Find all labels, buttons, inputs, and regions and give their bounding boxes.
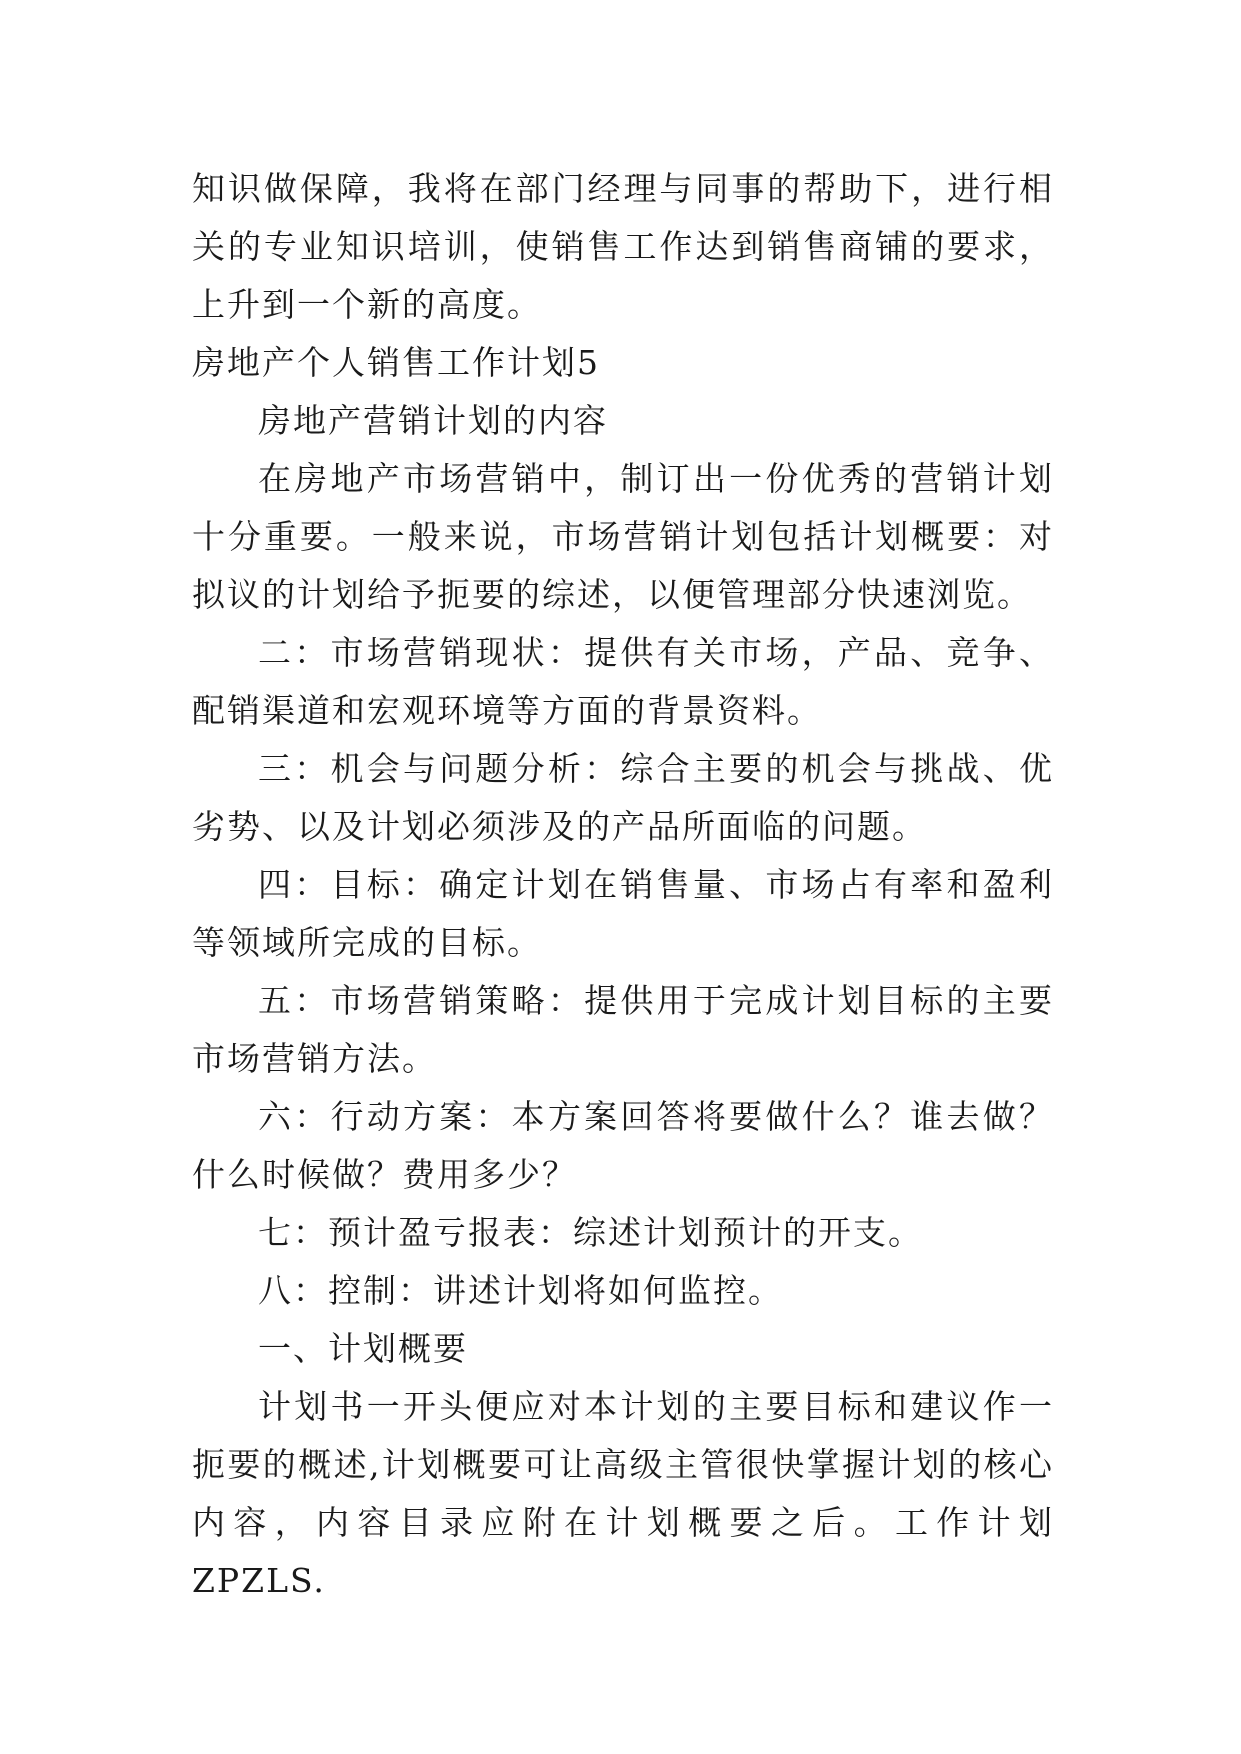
paragraph-continuation: 知识做保障，我将在部门经理与同事的帮助下，进行相关的专业知识培训，使销售工作达到销售商铺的要求，上升到一个新的高度。 [192,169,1054,324]
subsection-heading: 房地产营销计划的内容 [258,401,608,440]
paragraph-item-7: 七：预计盈亏报表：综述计划预计的开支。 [258,1213,923,1252]
paragraph-item-6: 六：行动方案：本方案回答将要做什么？谁去做？什么时候做？费用多少？ [192,1097,1054,1194]
paragraph-summary: 计划书一开头便应对本计划的主要目标和建议作一扼要的概述,计划概要可让高级主管很快掌握计划的核心内容，内容目录应附在计划概要之后。工作计划 ZPZLS. [192,1387,1067,1600]
document-body [192,160,1067,1610]
paragraph-item-8: 八：控制：讲述计划将如何监控。 [258,1271,783,1310]
paragraph-item-5: 五：市场营销策略：提供用于完成计划目标的主要市场营销方法。 [192,981,1054,1078]
paragraph-item-2: 二：市场营销现状：提供有关市场，产品、竞争、配销渠道和宏观环境等方面的背景资料。 [192,633,1054,730]
paragraph-item-3: 三：机会与问题分析：综合主要的机会与挑战、优劣势、以及计划必须涉及的产品所面临的问题。 [192,749,1054,846]
paragraph-intro: 在房地产市场营销中，制订出一份优秀的营销计划十分重要。一般来说，市场营销计划包括计划概要：对拟议的计划给予扼要的综述，以便管理部分快速浏览。 [192,459,1054,614]
paragraph-item-4: 四：目标：确定计划在销售量、市场占有率和盈利等领域所完成的目标。 [192,865,1054,962]
subsection-heading-summary: 一、计划概要 [258,1329,468,1368]
section-heading: 房地产个人销售工作计划5 [192,343,600,382]
